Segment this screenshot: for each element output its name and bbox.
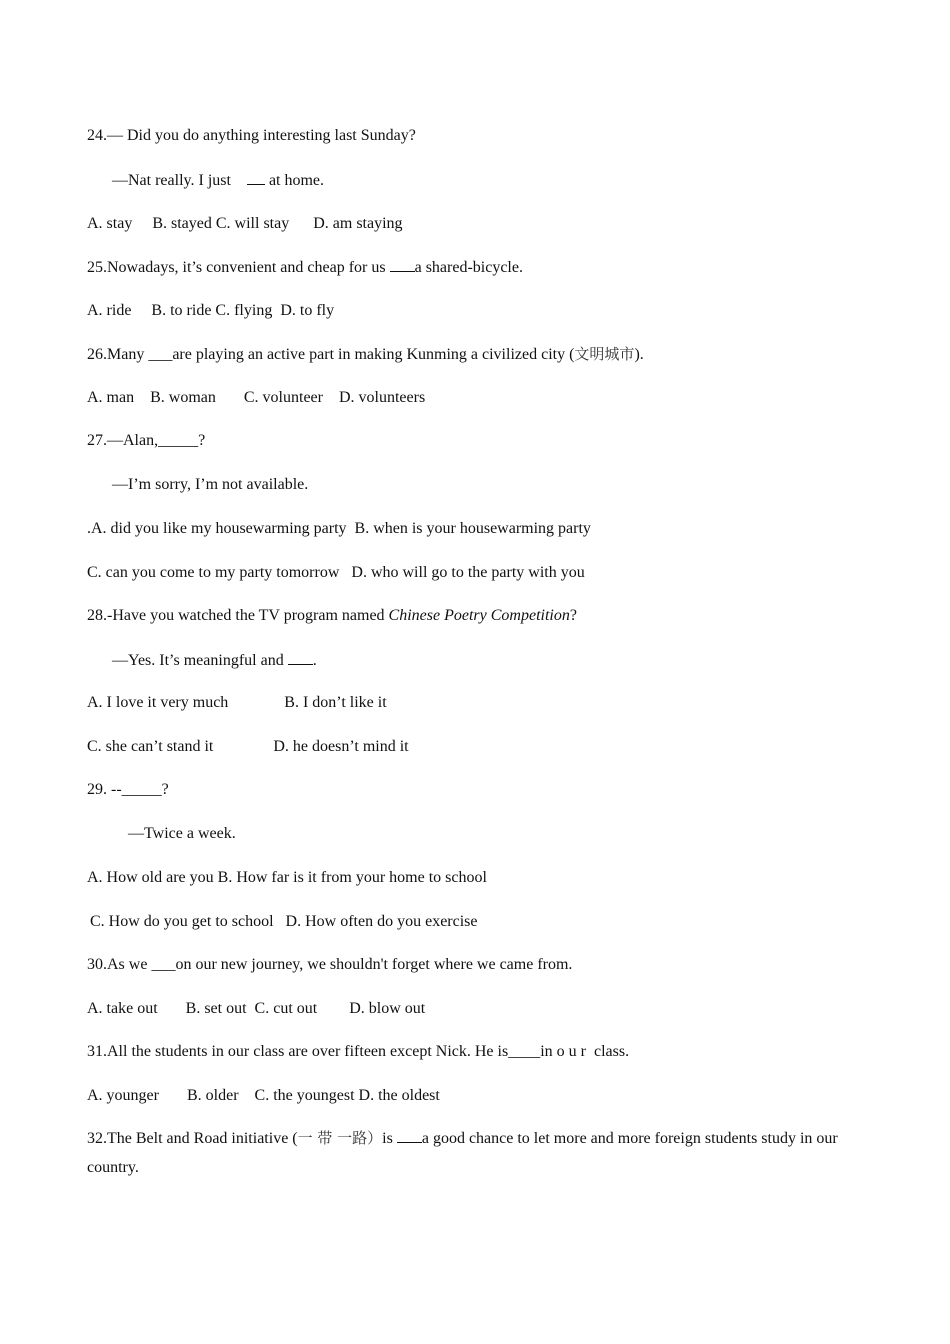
question-31-stem: 31.All the students in our class are over fifteen except Nick. He is____in o u r class. <box>87 1043 630 1060</box>
question-28-reply <box>112 650 317 671</box>
question-27-options-1: .A. did you like my housewarming party B. when is your housewarming party <box>87 520 591 537</box>
program-title: Chinese Poetry Competition <box>388 607 570 624</box>
question-29-reply: —Twice a week. <box>128 825 236 842</box>
reply-text: —Yes. It’s meaningful and <box>112 652 288 669</box>
answer-blank <box>390 257 415 272</box>
question-25-options: A. ride B. to ride C. flying D. to fly <box>87 302 335 319</box>
question-30-options: A. take out B. set out C. cut out D. blow out <box>87 1000 426 1017</box>
stem-text: is <box>382 1130 397 1147</box>
stem-text: ). <box>634 346 644 363</box>
stem-text: a shared-bicycle. <box>414 259 523 276</box>
question-24-options: A. stay B. stayed C. will stay D. am staying <box>87 215 403 232</box>
chinese-gloss: 一 带 一路） <box>297 1129 383 1147</box>
question-26-options: A. man B. woman C. volunteer D. volunteers <box>87 389 426 406</box>
question-32-stem <box>87 1124 847 1182</box>
stem-text: ? <box>569 607 577 624</box>
reply-text: —Nat really. I just <box>112 172 247 189</box>
question-24-stem: 24.— Did you do anything interesting last Sunday? <box>87 127 416 144</box>
question-27-options-2: C. can you come to my party tomorrow D. who will go to the party with you <box>87 564 585 581</box>
question-29-options-1: A. How old are you B. How far is it from your home to school <box>87 869 487 886</box>
answer-blank <box>247 170 265 185</box>
question-24-reply <box>112 170 324 191</box>
stem-text: 26.Many ___are playing an active part in making Kunming a civilized city ( <box>87 346 575 363</box>
reply-text: . <box>312 652 317 669</box>
question-28-options-2: C. she can’t stand it D. he doesn’t mind it <box>87 738 409 755</box>
question-29-options-2: C. How do you get to school D. How often do you exercise <box>90 913 478 930</box>
stem-text: 25.Nowadays, it’s convenient and cheap for us <box>87 259 390 276</box>
question-26-stem <box>87 344 644 365</box>
question-30-stem: 30.As we ___on our new journey, we shouldn't forget where we came from. <box>87 956 573 973</box>
chinese-gloss: 文明城市 <box>574 345 635 363</box>
question-27-stem: 27.—Alan,_____? <box>87 432 206 449</box>
question-25-stem <box>87 257 523 278</box>
question-31-options: A. younger B. older C. the youngest D. the oldest <box>87 1087 440 1104</box>
answer-blank <box>397 1128 422 1143</box>
question-29-stem: 29. --_____? <box>87 781 169 798</box>
question-28-stem <box>87 606 577 626</box>
stem-text: 28.-Have you watched the TV program named <box>87 607 389 624</box>
question-28-options-1: A. I love it very much B. I don’t like it <box>87 694 387 711</box>
answer-blank <box>288 650 313 665</box>
stem-text: a good chance to let more and more foreign students study in our country. <box>87 1130 838 1176</box>
reply-text: at home. <box>264 172 325 189</box>
stem-text: 32.The Belt and Road initiative ( <box>87 1130 298 1147</box>
question-27-reply: —I’m sorry, I’m not available. <box>112 476 309 493</box>
